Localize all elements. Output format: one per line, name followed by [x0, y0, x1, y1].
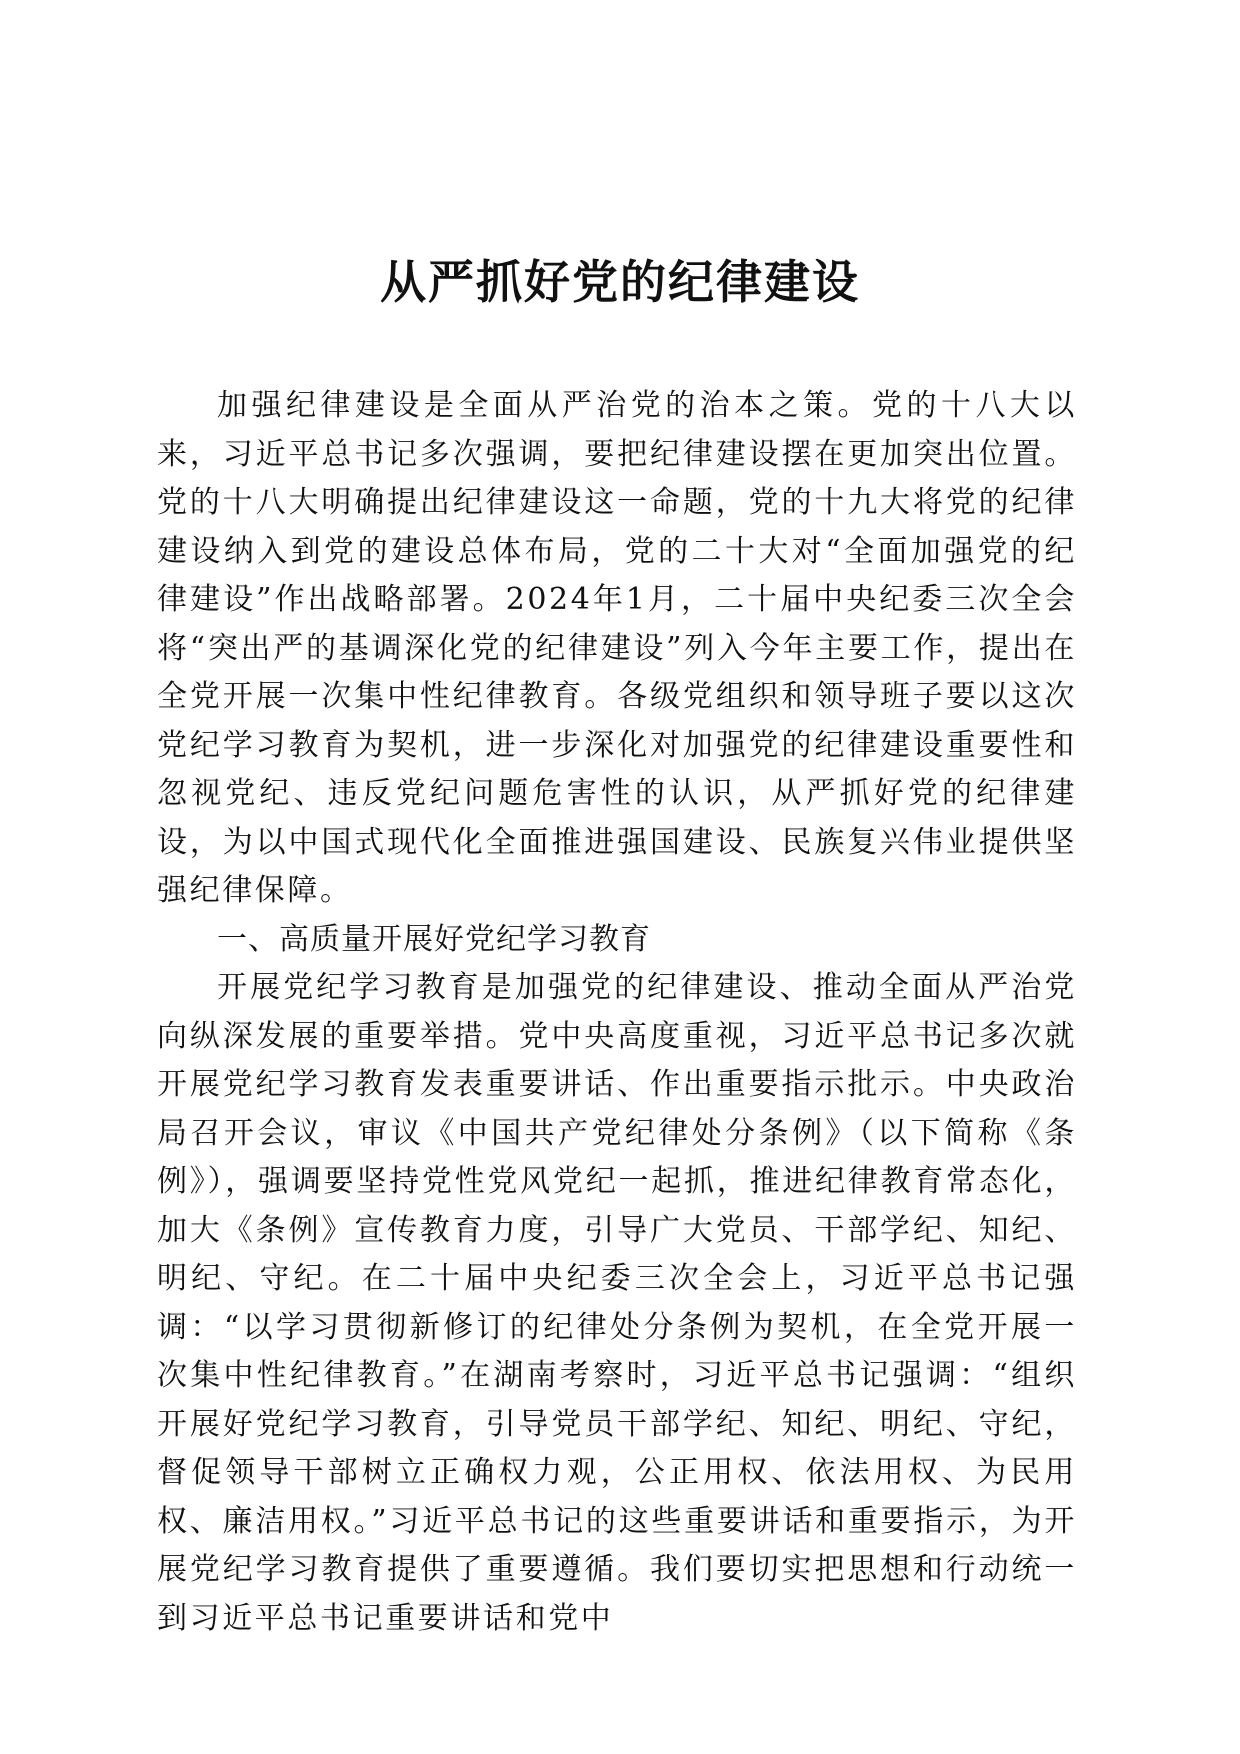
document-title: 从严抓好党的纪律建设: [380, 255, 860, 309]
section-1-paragraph: 开展党纪学习教育是加强党的纪律建设、推动全面从严治党向纵深发展的重要举措。党中央高度重视，习近平总书记多次就开展党纪学习教育发表重要讲话、作出重要指示批示。中央政治局召开会议，审议《中国共产党纪律处分条例》（以下简称《条例》），强调要坚持党性党风党纪一起抓，推进纪律教育常态化，加大《条例》宣传教育力度，引导广大党员、干部学纪、知纪、明纪、守纪。在二十届中央纪委三次全会上，习近平总书记强调：“以学习贯彻新修订的纪律处分条例为契机，在全党开展一次集中性纪律教育。”在湖南考察时，习近平总书记强调：“组织开展好党纪学习教育，引导党员干部学纪、知纪、明纪、守纪，督促领导干部树立正确权力观，公正用权、依法用权、为民用权、廉洁用权。”习近平总书记的这些重要讲话和重要指示，为开展党纪学习教育提供了重要遵循。我们要切实把思想和行动统一到习近平总书记重要讲话和党中: [157, 970, 1077, 1636]
section-heading-1: 一、高质量开展好党纪学习教育: [217, 921, 651, 957]
document-body: [157, 382, 1077, 1643]
intro-paragraph: 加强纪律建设是全面从严治党的治本之策。党的十八大以来，习近平总书记多次强调，要把纪律建设摆在更加突出位置。党的十八大明确提出纪律建设这一命题，党的十九大将党的纪律建设纳入到党的建设总体布局，党的二十大对“全面加强党的纪律建设”作出战略部署。2024年1月，二十届中央纪委三次全会将“突出严的基调深化党的纪律建设”列入今年主要工作，提出在全党开展一次集中性纪律教育。各级党组织和领导班子要以这次党纪学习教育为契机，进一步深化对加强党的纪律建设重要性和忽视党纪、违反党纪问题危害性的认识，从严抓好党的纪律建设，为以中国式现代化全面推进强国建设、民族复兴伟业提供坚强纪律保障。: [157, 388, 1077, 908]
